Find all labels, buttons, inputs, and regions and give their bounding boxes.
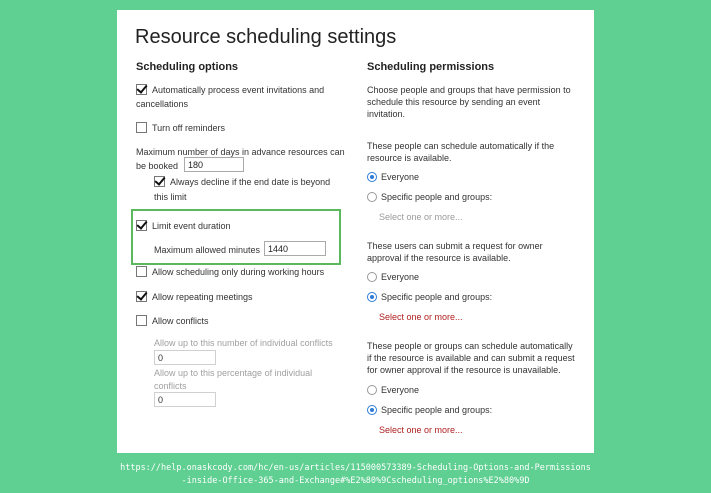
- allow-conflicts-label: Allow conflicts: [152, 316, 209, 326]
- group3-desc-3: for owner approval if the resource is unavailable.: [367, 365, 561, 375]
- group3-everyone-radio[interactable]: [367, 385, 377, 395]
- repeating-meetings-label: Allow repeating meetings: [152, 292, 253, 302]
- group1-select-link[interactable]: Select one or more...: [379, 212, 463, 222]
- group3-specific-label: Specific people and groups:: [381, 405, 493, 415]
- group1-desc-2: resource is available.: [367, 153, 452, 163]
- max-days-input[interactable]: 180: [184, 157, 244, 172]
- max-days-label-2: be booked: [136, 161, 179, 171]
- percentage-conflicts-label-1: Allow up to this percentage of individual: [154, 368, 313, 378]
- turn-off-reminders-checkbox[interactable]: [136, 122, 147, 133]
- always-decline-label-1: Always decline if the end date is beyond: [170, 177, 331, 187]
- group2-desc-1: These users can submit a request for owner: [367, 241, 543, 251]
- page-title: Resource scheduling settings: [135, 26, 397, 48]
- limit-duration-label: Limit event duration: [152, 221, 231, 231]
- group3-desc-2: if the resource is available and can submit a request: [367, 353, 575, 363]
- percentage-conflicts-label-2: conflicts: [154, 381, 187, 391]
- intro-line-2: schedule this resource by sending an event: [367, 97, 541, 107]
- auto-process-label-1: Automatically process event invitations and: [152, 85, 325, 95]
- percentage-conflicts-input[interactable]: 0: [154, 392, 216, 407]
- group1-everyone-label: Everyone: [381, 172, 420, 182]
- group3-everyone-label: Everyone: [381, 385, 420, 395]
- group1-everyone-radio[interactable]: [367, 172, 377, 182]
- working-hours-label: Allow scheduling only during working hours: [152, 267, 325, 277]
- always-decline-label-2: this limit: [154, 192, 187, 202]
- group2-specific-radio[interactable]: [367, 292, 377, 302]
- max-days-label-1: Maximum number of days in advance resources can: [136, 147, 345, 157]
- group2-everyone-radio[interactable]: [367, 272, 377, 282]
- turn-off-reminders-label: Turn off reminders: [152, 123, 226, 133]
- group1-specific-radio[interactable]: [367, 192, 377, 202]
- group1-specific-label: Specific people and groups:: [381, 192, 493, 202]
- group3-desc-1: These people or groups can schedule automatically: [367, 341, 573, 351]
- group2-desc-2: approval if the resource is available.: [367, 253, 511, 263]
- max-minutes-label: Maximum allowed minutes: [154, 245, 261, 255]
- auto-process-label-2: cancellations: [136, 99, 189, 109]
- individual-conflicts-label: Allow up to this number of individual conflicts: [154, 338, 333, 348]
- group3-specific-radio[interactable]: [367, 405, 377, 415]
- always-decline-checkbox[interactable]: [154, 176, 165, 187]
- group2-select-link[interactable]: Select one or more...: [379, 312, 463, 322]
- scheduling-options-header: Scheduling options: [136, 61, 239, 73]
- intro-line-1: Choose people and groups that have permission to: [367, 85, 571, 95]
- scheduling-permissions-header: Scheduling permissions: [367, 61, 495, 73]
- group2-specific-label: Specific people and groups:: [381, 292, 493, 302]
- limit-duration-highlight: [131, 209, 341, 265]
- working-hours-checkbox[interactable]: [136, 266, 147, 277]
- max-minutes-input[interactable]: 1440: [264, 241, 326, 256]
- group3-select-link[interactable]: Select one or more...: [379, 425, 463, 435]
- repeating-meetings-checkbox[interactable]: [136, 291, 147, 302]
- source-url-line-1: https://help.onaskcody.com/hc/en-us/articles/115000573389-Scheduling-Options-and-Permissions: [120, 463, 591, 473]
- individual-conflicts-input[interactable]: 0: [154, 350, 216, 365]
- group1-desc-1: These people can schedule automatically if the: [367, 141, 555, 151]
- intro-line-3: invitation.: [367, 109, 406, 119]
- auto-process-checkbox[interactable]: [136, 84, 147, 95]
- allow-conflicts-checkbox[interactable]: [136, 315, 147, 326]
- group2-everyone-label: Everyone: [381, 272, 420, 282]
- source-url-line-2: -inside-Office-365-and-Exchange#%E2%80%9Cscheduling_options%E2%80%9D: [181, 476, 530, 486]
